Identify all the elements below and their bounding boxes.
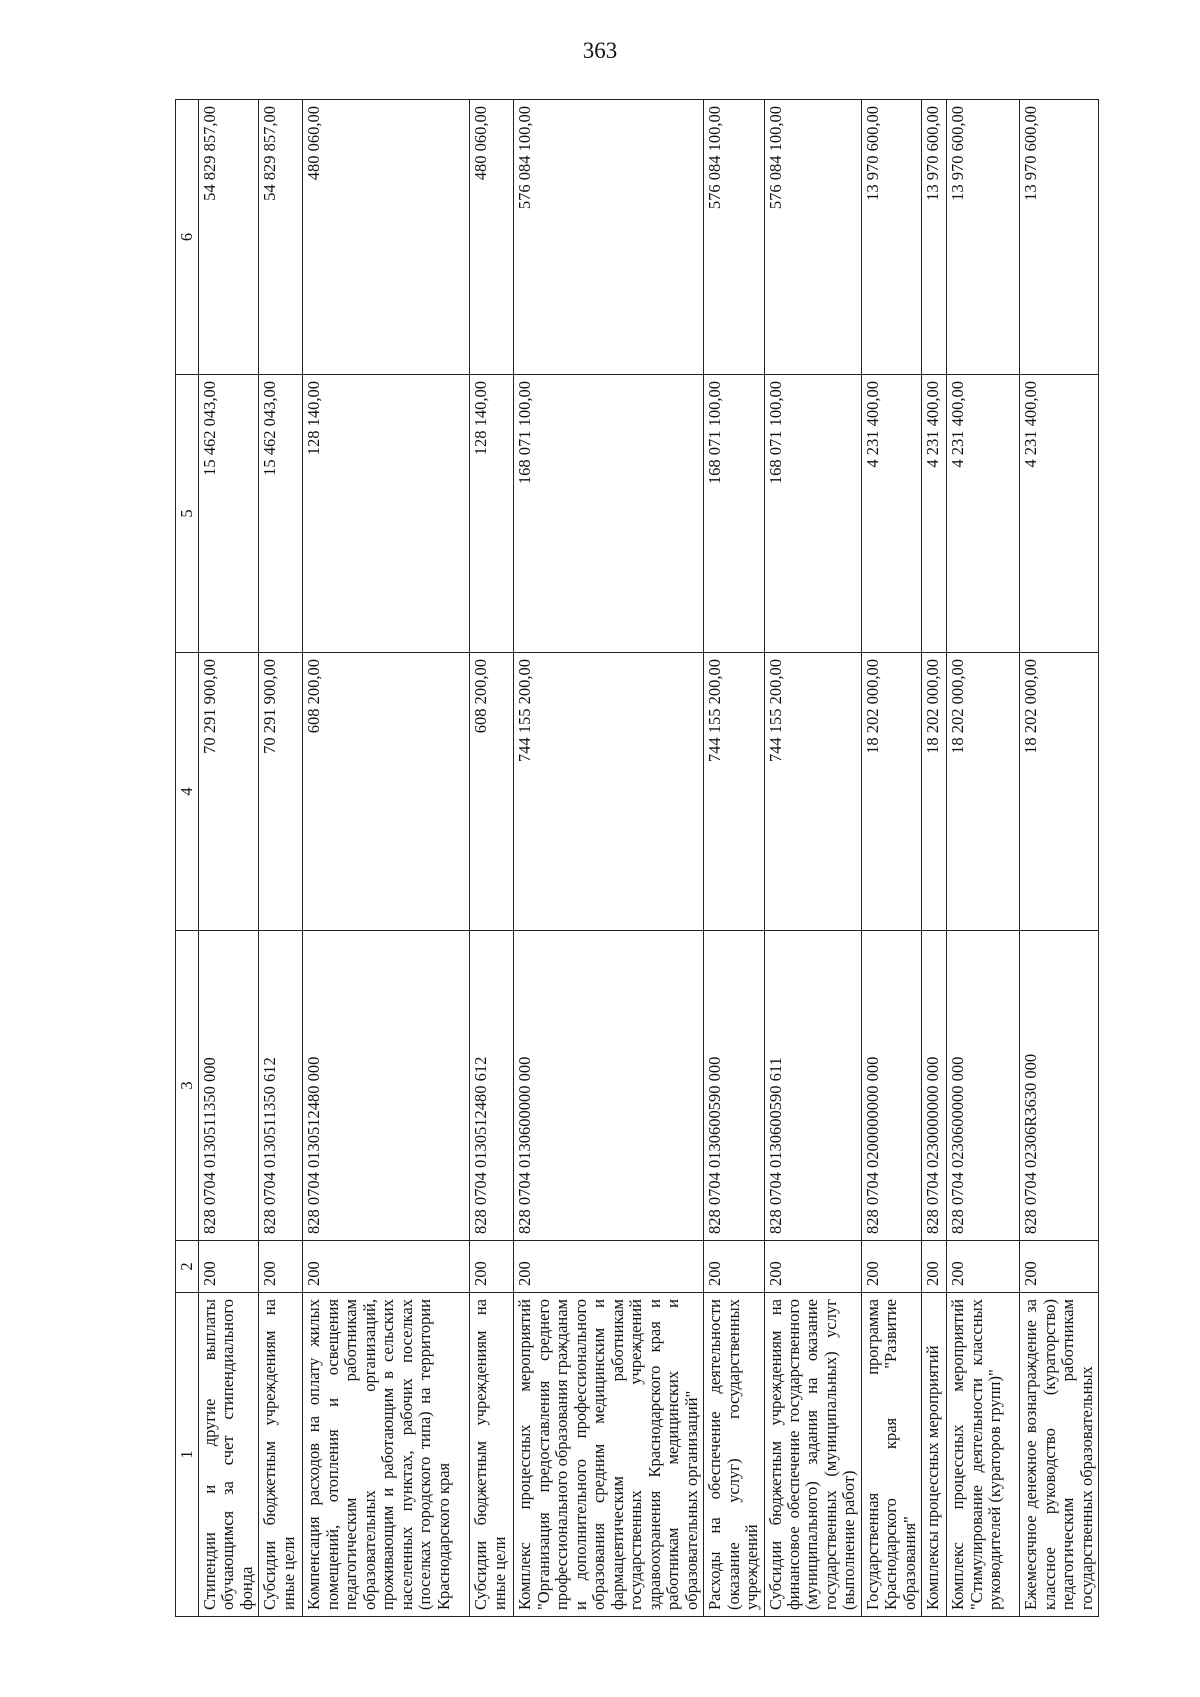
row-code: 200 (259, 1241, 303, 1293)
row-value-4: 18 202 000,00 (861, 653, 921, 931)
row-name: Комплекс процессных мероприятий "Стимулирование деятельности классных руководителей (кураторов групп)" (947, 1293, 1020, 1617)
table-row (514, 100, 704, 1617)
row-value-5: 128 140,00 (303, 375, 470, 653)
row-value-5: 15 462 043,00 (199, 375, 259, 653)
row-value-4: 608 200,00 (303, 653, 470, 931)
row-name: Субсидии бюджетным учреждениям на иные цели (259, 1293, 303, 1617)
row-value-6: 13 970 600,00 (861, 100, 921, 375)
row-code: 200 (861, 1241, 921, 1293)
row-kbk: 828 0704 0130512480 612 (470, 931, 514, 1241)
row-kbk: 828 0704 0130511350 612 (259, 931, 303, 1241)
table-row (259, 100, 303, 1617)
row-code: 200 (1020, 1241, 1099, 1293)
table-row (764, 100, 861, 1617)
row-kbk: 828 0704 0130600590 611 (764, 931, 861, 1241)
row-code: 200 (514, 1241, 704, 1293)
row-value-6: 54 829 857,00 (199, 100, 259, 375)
table-row (922, 100, 947, 1617)
row-value-6: 13 970 600,00 (1020, 100, 1099, 375)
row-kbk: 828 0704 0230000000 000 (922, 931, 947, 1241)
row-value-4: 608 200,00 (470, 653, 514, 931)
row-value-5: 4 231 400,00 (947, 375, 1020, 653)
row-value-4: 744 155 200,00 (764, 653, 861, 931)
row-name: Расходы на обеспечение деятельности (оказание услуг) государственных учреждений (704, 1293, 764, 1617)
table-row (1020, 100, 1099, 1617)
row-code: 200 (947, 1241, 1020, 1293)
row-value-4: 18 202 000,00 (947, 653, 1020, 931)
header-cell: 2 (176, 1241, 199, 1293)
row-kbk: 828 0704 0230600000 000 (947, 931, 1020, 1241)
row-value-6: 13 970 600,00 (922, 100, 947, 375)
row-code: 200 (199, 1241, 259, 1293)
row-value-5: 168 071 100,00 (764, 375, 861, 653)
row-kbk: 828 0704 0130600000 000 (514, 931, 704, 1241)
row-code: 200 (470, 1241, 514, 1293)
header-cell: 3 (176, 931, 199, 1241)
table-row (947, 100, 1020, 1617)
row-kbk: 828 0704 02306R3630 000 (1020, 931, 1099, 1241)
table-row (704, 100, 764, 1617)
row-value-5: 168 071 100,00 (704, 375, 764, 653)
header-cell: 1 (176, 1293, 199, 1617)
row-name: Комплексы процессных мероприятий (922, 1293, 947, 1617)
row-value-5: 4 231 400,00 (922, 375, 947, 653)
table-row (303, 100, 470, 1617)
row-value-6: 480 060,00 (470, 100, 514, 375)
row-name: Государственная программа Краснодарского края "Развитие образования" (861, 1293, 921, 1617)
row-name: Ежемесячное денежное вознаграждение за классное руководство (кураторство) педагогическим работникам государственных образовательных (1020, 1293, 1099, 1617)
header-cell: 6 (176, 100, 199, 375)
header-cell: 5 (176, 375, 199, 653)
row-name: Субсидии бюджетным учреждениям на иные цели (470, 1293, 514, 1617)
row-name: Комплекс процессных мероприятий "Организация предоставления среднего профессионального образования гражданам и дополнительного профессионального образования средним медицинским и фармацевтическим работникам государственных учреждений здравоохранения Краснодарского края и работникам медицинских и образовательных организаций" (514, 1293, 704, 1617)
row-code: 200 (764, 1241, 861, 1293)
row-value-4: 70 291 900,00 (199, 653, 259, 931)
row-value-6: 576 084 100,00 (514, 100, 704, 375)
table-row (199, 100, 259, 1617)
row-value-6: 54 829 857,00 (259, 100, 303, 375)
budget-table (175, 99, 1099, 1617)
rotated-table-wrapper (175, 100, 1094, 1617)
row-kbk: 828 0704 0130512480 000 (303, 931, 470, 1241)
row-code: 200 (303, 1241, 470, 1293)
row-value-6: 480 060,00 (303, 100, 470, 375)
row-value-4: 18 202 000,00 (922, 653, 947, 931)
page-number: 363 (582, 38, 618, 63)
header-cell: 4 (176, 653, 199, 931)
row-name: Субсидии бюджетным учреждениям на финансовое обеспечение государственного (муниципального) задания на оказание государственных (муниципальных) услуг (выполнение работ) (764, 1293, 861, 1617)
row-value-5: 168 071 100,00 (514, 375, 704, 653)
row-value-4: 744 155 200,00 (704, 653, 764, 931)
row-value-5: 128 140,00 (470, 375, 514, 653)
row-value-6: 576 084 100,00 (764, 100, 861, 375)
table-header-row (176, 100, 199, 1617)
row-code: 200 (922, 1241, 947, 1293)
row-value-5: 4 231 400,00 (1020, 375, 1099, 653)
row-kbk: 828 0704 0200000000 000 (861, 931, 921, 1241)
row-value-5: 15 462 043,00 (259, 375, 303, 653)
row-value-6: 13 970 600,00 (947, 100, 1020, 375)
row-code: 200 (704, 1241, 764, 1293)
row-kbk: 828 0704 0130511350 000 (199, 931, 259, 1241)
row-value-4: 744 155 200,00 (514, 653, 704, 931)
row-value-4: 70 291 900,00 (259, 653, 303, 931)
row-kbk: 828 0704 0130600590 000 (704, 931, 764, 1241)
row-value-4: 18 202 000,00 (1020, 653, 1099, 931)
table-row (861, 100, 921, 1617)
row-value-6: 576 084 100,00 (704, 100, 764, 375)
row-name: Стипендии и другие выплаты обучающимся за счет стипендиального фонда (199, 1293, 259, 1617)
row-name: Компенсация расходов на оплату жилых помещений, отопления и освещения педагогическим работникам образовательных организаций, проживающим и работающим в сельских населенных пунктах, рабочих поселках (поселках городского типа) на территории Краснодарского края (303, 1293, 470, 1617)
table-row (470, 100, 514, 1617)
row-value-5: 4 231 400,00 (861, 375, 921, 653)
